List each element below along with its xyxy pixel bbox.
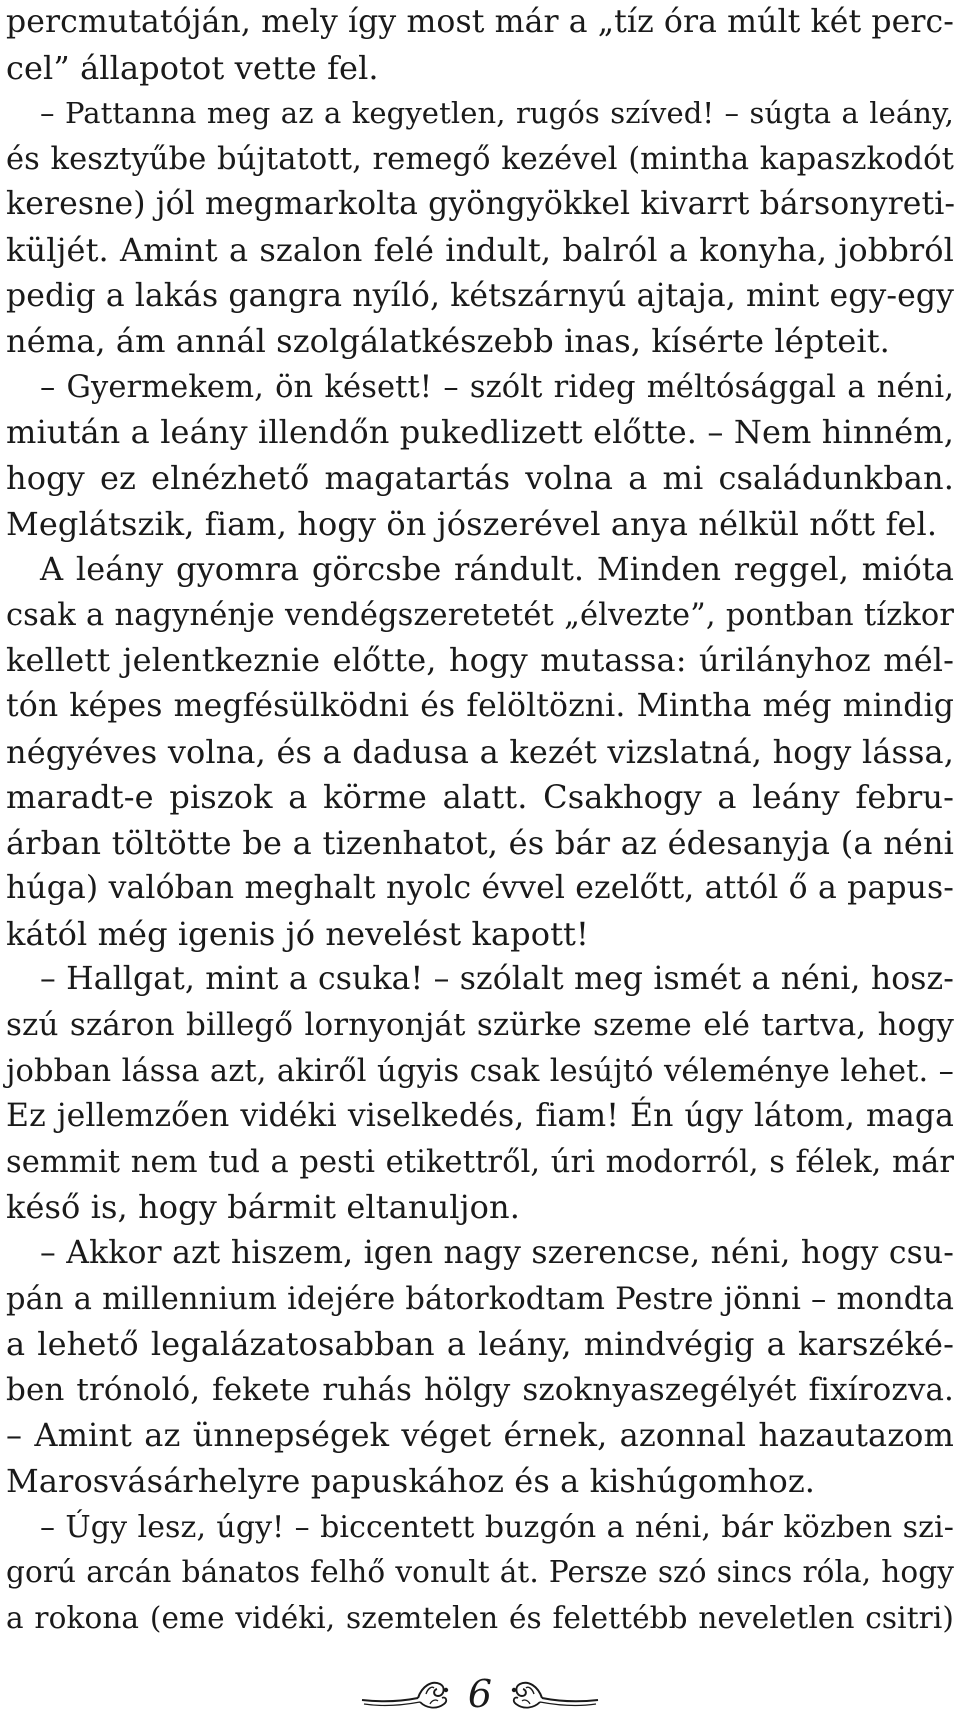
text-line: – Pattanna meg az a kegyetlen, rugós szíved! – súgta a leány, [40,96,954,131]
page-number: 6 [467,1672,493,1716]
text-line: kától még igenis jó nevelést kapott! [6,914,589,953]
right-flourish-icon [508,1674,600,1714]
text-line: A leány gyomra görcsbe rándult. Minden reggel, mióta [40,550,954,589]
text-line: – Amint az ünnepségek véget érnek, azonnal hazautazom [6,1416,954,1455]
text-line: árban töltötte be a tizenhatot, és bár az édesanyja (a néni [6,823,954,862]
text-line: Ez jellemzően vidéki viselkedés, fiam! Én úgy látom, maga [6,1098,954,1135]
text-line: Marosvásárhelyre papuskához és a kishúgomhoz. [6,1462,816,1500]
text-line: hogy ez elnézhető magatartás volna a mi családunkban. [6,458,954,497]
text-line: jobban lássa azt, akiről úgyis csak lesújtó véleménye lehet. – [6,1053,954,1089]
text-line: miután a leány illendőn pukedlizett előtte. – Nem hinném, [6,413,954,452]
left-flourish-icon [360,1674,452,1714]
page-footer [0,1666,960,1722]
text-line: a lehető legalázatosabban a leány, mindvégig a karszéké- [6,1325,954,1364]
text-line: szú száron billegő lornyonját szürke szeme elé tartva, hogy [6,1007,954,1044]
text-line: küljét. Amint a szalon felé indult, balról a konyha, jobbról [6,230,954,269]
text-line: pedig a lakás gangra nyíló, kétszárnyú ajtaja, mint egy-egy [6,277,954,314]
text-line: Meglátszik, fiam, hogy ön jószerével anya nélkül nőtt fel. [6,504,938,543]
text-line: kellett jelentkeznie előtte, hogy mutassa: úrilányhoz mél- [6,641,954,680]
text-line: késő is, hogy bármit eltanuljon. [6,1188,520,1227]
text-line: húga) valóban meghalt nyolc évvel ezelőtt, attól ő a papus- [6,870,954,907]
text-line: ben trónoló, fekete ruhás hölgy szoknyaszegélyét fixírozva. [6,1371,954,1408]
text-line: tón képes megfésülködni és felöltözni. Mintha még mindig [6,687,954,724]
text-line: – Hallgat, mint a csuka! – szólalt meg ismét a néni, hosz- [40,961,954,998]
text-line: percmutatóján, mely így most már a „tíz óra múlt két perc- [6,4,954,40]
text-line: – Gyermekem, ön késett! – szólt rideg méltósággal a néni, [40,369,954,405]
text-line: cel” állapotot vette fel. [6,48,379,87]
text-line: pán a millennium idejére bátorkodtam Pestre jönni – mondta [6,1281,954,1317]
text-line: semmit nem tud a pesti etikettről, úri modorról, s félek, már [6,1144,954,1180]
page-body [6,0,954,1641]
text-line: a rokona (eme vidéki, szemtelen és felettébb neveletlen csitri) [6,1600,954,1635]
text-line: – Akkor azt hiszem, igen nagy szerencse, néni, hogy csu- [40,1235,954,1272]
text-line: négyéves volna, és a dadusa a kezét vizslatná, hogy lássa, [6,732,954,771]
text-line: maradt-e piszok a körme alatt. Csakhogy a leány febru- [6,778,954,817]
text-line: – Úgy lesz, úgy! – biccentett buzgón a néni, bár közben szi- [40,1509,954,1545]
text-line: és kesztyűbe bújtatott, remegő kezével (mintha kapaszkodót [6,141,954,177]
text-line: gorú arcán bánatos felhő vonult át. Persze szó sincs róla, hogy [6,1555,954,1590]
text-line: keresne) jól megmarkolta gyöngyökkel kivarrt bársonyreti- [6,186,956,223]
text-line: néma, ám annál szolgálatkészebb inas, kísérte lépteit. [6,322,890,361]
text-line: csak a nagynénje vendégszeretetét „élvezte”, pontban tízkor [6,597,954,633]
